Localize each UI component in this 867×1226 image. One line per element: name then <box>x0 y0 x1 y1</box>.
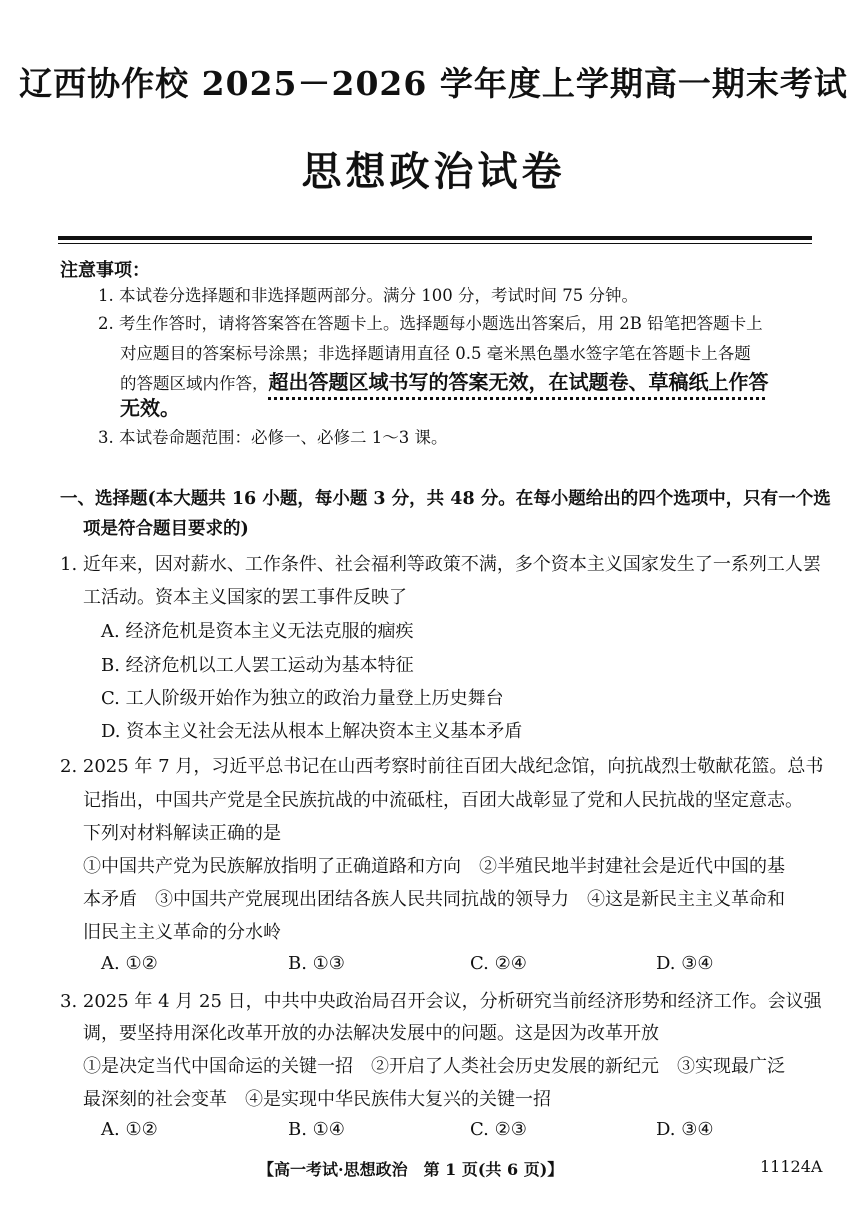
q3-statements-line-2: 最深刻的社会变革 ④是实现中华民族伟大复兴的关键一招 <box>83 1089 551 1110</box>
q1-option-c: C. 工人阶级开始作为独立的政治力量登上历史舞台 <box>101 688 504 709</box>
q1-stem-line-1: 1. 近年来，因对薪水、工作条件、社会福利等政策不满，多个资本主义国家发生了一系列工人罢 <box>60 554 821 575</box>
q2-stem-line-2: 记指出，中国共产党是全民族抗战的中流砥柱，百团大战彰显了党和人民抗战的坚定意志。 <box>83 790 803 811</box>
q3-stem-line-2: 调，要坚持用深化改革开放的办法解决发展中的问题。这是因为改革开放 <box>83 1023 659 1044</box>
header-divider-thick <box>58 236 812 240</box>
q2-stem-line-1: 2. 2025 年 7 月，习近平总书记在山西考察时前往百团大战纪念馆，向抗战烈士敬献花篮。总书 <box>60 756 824 777</box>
header-divider-thin <box>58 243 812 244</box>
exam-code: 11124A <box>760 1157 823 1176</box>
notice-item-3: 3. 本试卷命题范围：必修一、必修二 1～3 课。 <box>98 428 448 447</box>
notice-item-2-line-2: 对应题目的答案标号涂黑；非选择题请用直径 0.5 毫米黑色墨水签字笔在答题卡上各题 <box>120 344 751 363</box>
q2-option-a: A. ①② <box>101 953 158 974</box>
q3-option-b: B. ①④ <box>288 1119 345 1140</box>
notice-item-1: 1. 本试卷分选择题和非选择题两部分。满分 100 分，考试时间 75 分钟。 <box>98 286 638 305</box>
q2-option-d: D. ③④ <box>656 953 714 974</box>
q3-statements-line-1: ①是决定当代中国命运的关键一招 ②开启了人类社会历史发展的新纪元 ③实现最广泛 <box>83 1056 785 1077</box>
q2-option-c: C. ②④ <box>470 953 527 974</box>
page-footer: 【高一考试·思想政治 第 1 页(共 6 页)】 <box>258 1160 564 1179</box>
notice-item-2-line-3-a: 的答题区域内作答， <box>120 374 269 393</box>
q1-option-b: B. 经济危机以工人罢工运动为基本特征 <box>101 655 414 676</box>
notice-item-2-line-3 <box>120 372 769 393</box>
q3-stem-line-1: 3. 2025 年 4 月 25 日，中共中央政治局召开会议，分析研究当前经济形势和经济工作。会议强 <box>60 991 822 1012</box>
section-1-heading-line-2: 项是符合题目要求的) <box>83 519 249 539</box>
q2-stem-line-3: 下列对材料解读正确的是 <box>83 823 281 844</box>
notice-emphasis-1: 超出答题区域书写的答案无效 <box>268 370 529 394</box>
q3-option-c: C. ②③ <box>470 1119 527 1140</box>
q1-option-a: A. 经济危机是资本主义无法克服的痼疾 <box>101 621 414 642</box>
q2-statements-line-1: ①中国共产党为民族解放指明了正确道路和方向 ②半殖民地半封建社会是近代中国的基 <box>83 856 785 877</box>
subject-title: 思想政治试卷 <box>301 148 566 195</box>
q3-option-a: A. ①② <box>101 1119 158 1140</box>
q3-option-d: D. ③④ <box>656 1119 714 1140</box>
section-1-heading-line-1: 一、选择题(本大题共 16 小题，每小题 3 分，共 48 分。在每小题给出的四个选项中，只有一个选 <box>60 489 831 509</box>
q1-stem-line-2: 工活动。资本主义国家的罢工事件反映了 <box>83 587 407 608</box>
notice-emphasis-2: ，在试题卷、草稿纸上作答 <box>528 370 769 394</box>
notice-item-2-line-1: 2. 考生作答时，请将答案答在答题卡上。选择题每小题选出答案后，用 2B 铅笔把答题卡上 <box>98 314 763 333</box>
q2-option-b: B. ①③ <box>288 953 345 974</box>
notice-heading: 注意事项： <box>60 260 150 281</box>
exam-title: 辽西协作校 2025－2026 学年度上学期高一期末考试 <box>19 64 848 103</box>
q2-statements-line-2: 本矛盾 ③中国共产党展现出团结各族人民共同抗战的领导力 ④这是新民主主义革命和 <box>83 889 785 910</box>
notice-item-2-line-4: 无效。 <box>120 396 180 420</box>
q1-option-d: D. 资本主义社会无法从根本上解决资本主义基本矛盾 <box>101 721 523 742</box>
q2-statements-line-3: 旧民主主义革命的分水岭 <box>83 922 281 943</box>
